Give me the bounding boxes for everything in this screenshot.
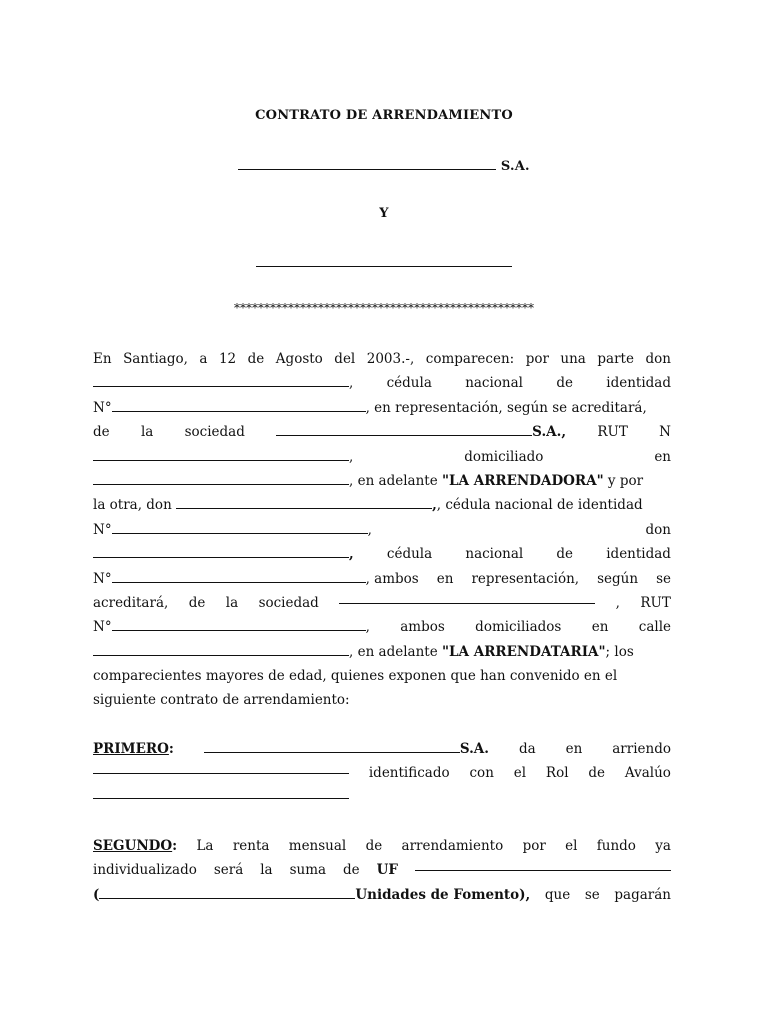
intro-line-12: N° , ambos domiciliados en calle	[93, 619, 671, 636]
intro-paragraph	[93, 347, 671, 713]
blank-field	[176, 496, 432, 509]
blank-field	[238, 157, 496, 170]
blank-field	[112, 570, 366, 583]
blank-field	[112, 399, 366, 412]
segundo-line-2: individualizado será la suma de UF	[93, 858, 671, 882]
document-title: CONTRATO DE ARRENDAMIENTO	[255, 108, 513, 123]
party1-line	[0, 157, 768, 174]
intro-line-2: , cédula nacional de identidad	[93, 371, 671, 395]
blank-field	[112, 618, 366, 631]
arrendataria-label: "LA ARRENDATARIA"	[442, 643, 606, 660]
intro-line-1: En Santiago, a 12 de Agosto del 2003.-, comparecen: por una parte don	[93, 351, 671, 367]
blank-field	[93, 643, 349, 656]
blank-field	[276, 423, 532, 436]
primero-heading: PRIMERO	[93, 741, 169, 757]
blank-field	[204, 740, 460, 753]
clause-segundo	[93, 834, 671, 907]
party2-line	[0, 254, 768, 271]
blank-field	[415, 858, 671, 871]
segundo-line-3: ( Unidades de Fomento), que se pagarán	[93, 886, 671, 903]
blank-field	[93, 545, 349, 558]
party1-suffix: S.A.	[500, 159, 530, 174]
intro-line-3: N° , en representación, según se acreditará,	[93, 399, 647, 416]
segundo-heading: SEGUNDO	[93, 838, 173, 854]
blank-field	[93, 448, 349, 461]
segundo-line-1: SEGUNDO: La renta mensual de arrendamiento por el fundo ya	[93, 838, 671, 854]
blank-field	[256, 254, 512, 267]
blank-field	[112, 521, 368, 534]
intro-line-7: la otra, don ,, cédula nacional de identidad	[93, 497, 643, 514]
intro-line-15: siguiente contrato de arrendamiento:	[93, 692, 350, 709]
intro-line-11: acreditará, de la sociedad , RUT	[93, 591, 671, 615]
intro-line-9: , cédula nacional de identidad	[93, 542, 671, 566]
separator: **************************************************	[234, 301, 534, 315]
blank-field	[93, 761, 349, 774]
intro-line-6: , en adelante "LA ARRENDADORA" y por	[93, 469, 671, 493]
primero-line-1: PRIMERO: S.A. da en arriendo	[93, 741, 671, 757]
primero-line-3	[93, 786, 671, 810]
blank-field	[339, 591, 595, 604]
intro-line-8: N° , don	[93, 521, 671, 538]
primero-line-2: identificado con el Rol de Avalúo	[93, 761, 671, 785]
blank-field	[93, 374, 349, 387]
intro-line-13: , en adelante "LA ARRENDATARIA"; los	[93, 640, 671, 664]
intro-line-5: , domiciliado en	[93, 445, 671, 469]
clause-primero	[93, 737, 671, 810]
intro-line-10: N° , ambos en representación, según se	[93, 570, 671, 587]
intro-line-4: de la sociedad S.A., RUT N	[93, 424, 671, 441]
blank-field	[99, 886, 355, 899]
arrendadora-label: "LA ARRENDADORA"	[442, 472, 604, 489]
blank-field	[93, 472, 349, 485]
blank-field	[93, 786, 349, 799]
intro-line-14: comparecientes mayores de edad, quienes exponen que han convenido en el	[93, 668, 618, 685]
connector: Y	[379, 206, 389, 221]
